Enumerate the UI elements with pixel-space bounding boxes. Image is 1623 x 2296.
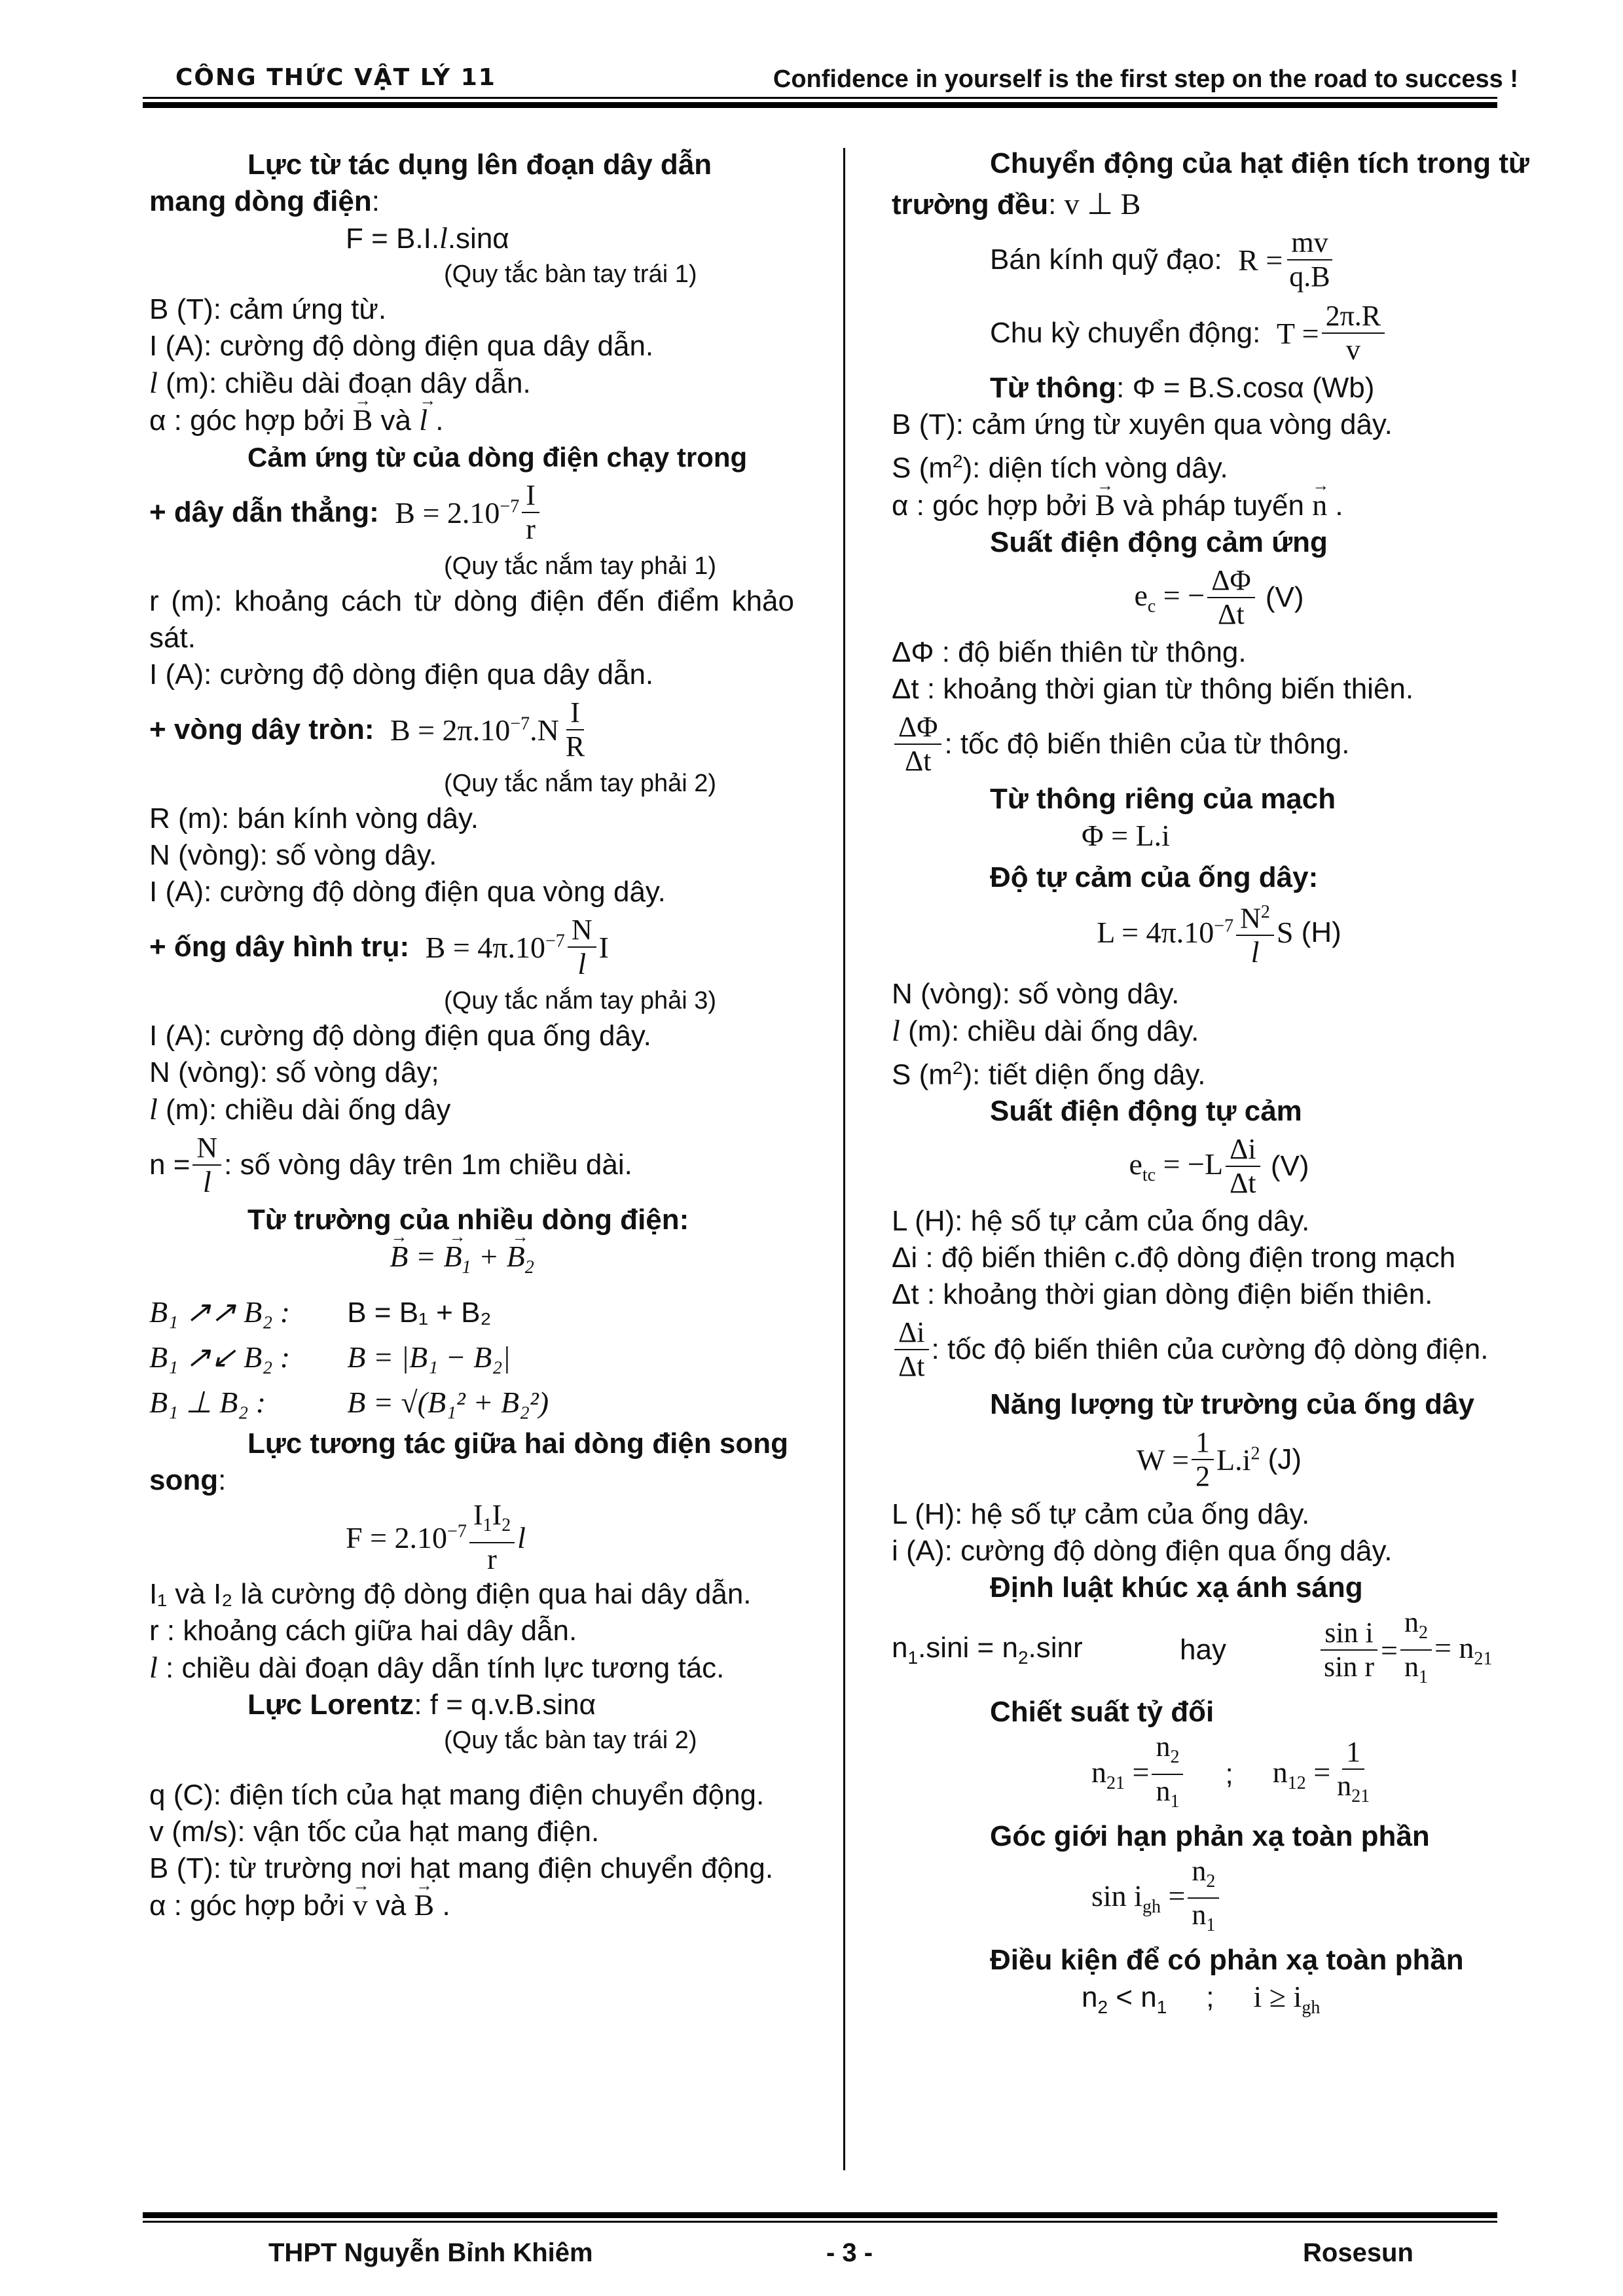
relindex-formula: $n_{21}$ = $\frac{n_2}{n_1}$ ; $n_{12}$ = $\frac{1}{n_{21}}$ — [1091, 1730, 1370, 1812]
period-row: Chu kỳ chuyển động: T = $\frac{2\pi.R}{v}$ — [892, 296, 1546, 370]
selfflux-formula: Φ = L.i — [1082, 818, 1170, 852]
n-row: n = $\frac{N}{l}$ : số vòng dây trên 1m chiều dài. — [149, 1132, 632, 1198]
force-title-2: mang dòng điện: — [149, 185, 380, 217]
multi-title: Từ trường của nhiều dòng điện: — [247, 1204, 689, 1236]
l-def: l (m): chiều dài đoạn dây dẫn. — [149, 366, 531, 399]
header-rule-thick — [143, 102, 1497, 108]
critical-title: Góc giới hạn phản xạ toàn phần — [990, 1820, 1430, 1852]
rate-row: $\frac{\Delta\Phi}{\Delta t}$ : tốc độ biến thiên của từ thông. — [892, 708, 1546, 781]
same-dir-row: B₁ ↗↗ B₂ : B = B₁ + B₂ — [149, 1295, 492, 1329]
alpha-def-2: α : góc hợp bởi → v và → B . — [149, 1887, 794, 1924]
l-def-right: l (m): chiều dài ống dây. — [892, 1013, 1199, 1047]
footer-rule-thin — [143, 2221, 1497, 2223]
dt-def-2: Δt : khoảng thời gian dòng điện biến thiên. — [892, 1278, 1433, 1311]
superposition: → B = → $B_1$ + → $B_2$ — [149, 1238, 794, 1286]
i-def-4: I (A): cường độ dòng điện qua ống dây. — [149, 1020, 651, 1052]
motion-title-2: trường đều: v ⊥ B — [892, 187, 1141, 221]
radius-row: Bán kính quỹ đạo: R = $\frac{mv}{q.B}$ — [892, 223, 1546, 296]
b-def: B (T): cảm ứng từ. — [149, 293, 387, 325]
force-formula: F = B.I.l.sinα — [346, 221, 509, 255]
inductance-title: Độ tự cảm của ống dây: — [990, 861, 1319, 893]
rule-right-hand-3: (Quy tắc nắm tay phải 3) — [444, 987, 717, 1014]
footer-rule-thick — [143, 2212, 1497, 2218]
footer-author: Rosesun — [1303, 2238, 1413, 2267]
r-def: r (m): khoảng cách từ dòng điện đến điểm khảo sát. — [149, 585, 794, 654]
i-def-2: I (A): cường độ dòng điện qua dây dẫn. — [149, 658, 654, 691]
r-def-2: r : khoảng cách giữa hai dây dẫn. — [149, 1614, 577, 1647]
tir-cond: $n_2 < n_1$ ; $i \ge i_{gh}$ — [1082, 1980, 1321, 2018]
force-title-1: Lực từ tác dụng lên đoạn dây dẫn — [247, 149, 712, 181]
alpha-def-right: α : góc hợp bởi → B và pháp tuyến → n . — [892, 487, 1546, 524]
straight-wire-row: + dây dẫn thẳng: $B = 2.10^{-7}$ $\frac{I}{r}$ — [149, 476, 794, 549]
energy-formula: W = $\frac{1}{2}$ $L.i^2$ (J) — [1137, 1426, 1302, 1493]
footer-school: THPT Nguyễn Bỉnh Khiêm — [268, 2238, 593, 2267]
dt-def: Δt : khoảng thời gian từ thông biến thiên. — [892, 672, 1414, 705]
energy-title: Năng lượng từ trường của ống dây — [990, 1388, 1474, 1421]
l-def-3: l : chiều dài đoạn dây dẫn tính lực tương tác. — [149, 1650, 725, 1684]
selfflux-title: Từ thông riêng của mạch — [990, 782, 1336, 815]
i-def-right: i (A): cường độ dòng điện qua ống dây. — [892, 1535, 1393, 1568]
i1i2-def: I₁ và I₂ là cường độ dòng điện qua hai dây dẫn. — [149, 1577, 752, 1610]
opp-dir-row: B₁ ↗↙ B₂ : B = |B₁ − B₂| — [149, 1340, 511, 1374]
irate-row: $\frac{\Delta i}{\Delta t}$ : tốc độ biến thiên của cường độ dòng điện. — [892, 1313, 1546, 1386]
footer-page: - 3 - — [826, 2238, 873, 2267]
N-def: N (vòng): số vòng dây. — [149, 839, 437, 871]
flux-row: Từ thông: Φ = B.S.cosα (Wb) — [990, 372, 1375, 404]
s-def: S $(m^2)$: diện tích vòng dây. — [892, 451, 1228, 484]
solenoid-row: + ống dây hình trụ: $B = 4\pi.10^{-7}$ $\frac{N}{l}$ I — [149, 914, 609, 980]
interaction-formula: $F = 2.10^{-7}$ $\frac{I_1I_2}{r}$ l — [346, 1499, 526, 1575]
lorentz-row: Lực Lorentz: f = q.v.B.sinα — [247, 1688, 596, 1721]
v-def: v (m/s): vận tốc của hạt mang điện. — [149, 1815, 600, 1848]
rule-left-hand-1: (Quy tắc bàn tay trái 1) — [444, 260, 697, 288]
s-def-2: S $(m^2)$: tiết diện ống dây. — [892, 1057, 1206, 1091]
emf-formula: $e_c$ = − $\frac{\Delta\Phi}{\Delta t}$ (V) — [1134, 564, 1304, 630]
rule-right-hand-2: (Quy tắc nắm tay phải 2) — [444, 770, 717, 797]
interaction-title-1: Lực tương tác giữa hai dòng điện song — [247, 1427, 788, 1460]
refraction-title: Định luật khúc xạ ánh sáng — [990, 1571, 1363, 1604]
header-title: CÔNG THỨC VẬT LÝ 11 — [175, 64, 496, 91]
R-def: R (m): bán kính vòng dây. — [149, 802, 479, 834]
selfemf-title: Suất điện động tự cảm — [990, 1095, 1302, 1128]
motion-title-1: Chuyển động của hạt điện tích trong từ — [990, 147, 1529, 179]
header-motto: Confidence in yourself is the first step on the road to success ! — [773, 65, 1518, 93]
b-def-2: B (T): từ trường nơi hạt mang điện chuyển động. — [149, 1852, 774, 1884]
dphi-def: ΔΦ : độ biến thiên từ thông. — [892, 636, 1247, 668]
critical-formula: $\sin i_{gh}$ = $\frac{n_2}{n_1}$ — [892, 1855, 1546, 1943]
q-def: q (C): điện tích của hạt mang điện chuyển động. — [149, 1778, 765, 1811]
N-def-2: N (vòng): số vòng dây; — [149, 1056, 439, 1088]
tir-title: Điều kiện để có phản xạ toàn phần — [990, 1944, 1464, 1977]
header-rule-thin — [143, 97, 1497, 99]
L-def: L (H): hệ số tự cảm của ống dây. — [892, 1205, 1310, 1238]
L-def-2: L (H): hệ số tự cảm của ống dây. — [892, 1498, 1310, 1531]
selfemf-formula: $e_{tc} = -L$ $\frac{\Delta i}{\Delta t}$ (V) — [1129, 1133, 1309, 1200]
rule-left-hand-2: (Quy tắc bàn tay trái 2) — [444, 1726, 697, 1754]
loop-row: + vòng dây tròn: $B = 2\pi.10^{-7}.N$ $\frac{I}{R}$ — [149, 696, 585, 762]
rule-right-hand-1: (Quy tắc nắm tay phải 1) — [444, 552, 717, 580]
b-def-right: B (T): cảm ứng từ xuyên qua vòng dây. — [892, 408, 1393, 440]
perp-row: B₁ ⊥ B₂ : B = √(B₁² + B₂²) — [149, 1386, 549, 1420]
column-separator — [843, 148, 845, 2170]
i-def: I (A): cường độ dòng điện qua dây dẫn. — [149, 330, 654, 362]
relindex-title: Chiết suất tỷ đối — [990, 1695, 1214, 1728]
left-column — [149, 145, 794, 1924]
N-def-right: N (vòng): số vòng dây. — [892, 977, 1180, 1010]
interaction-title-2: song: — [149, 1464, 227, 1497]
snell-row: $n_1.\sin i = n_2.\sin r$ hay $\frac{\text{sin i}}{\text{sin r}}$ = $\frac{n_2}{n_1}$ = $n_{21}$ — [892, 1606, 1493, 1687]
l-def-2: l (m): chiều dài ống dây — [149, 1092, 451, 1126]
i-def-3: I (A): cường độ dòng điện qua vòng dây. — [149, 876, 666, 908]
inductance-formula: $L = 4\pi.10^{-7}$ $\frac{N^2}{l}$ S (H) — [892, 896, 1546, 969]
right-column — [892, 145, 1546, 2026]
alpha-def-1: α : góc hợp bởi → B và → l . — [149, 402, 794, 439]
emf-title: Suất điện động cảm ứng — [990, 526, 1328, 558]
induction-title: Cảm ứng từ của dòng điện chạy trong — [247, 442, 748, 473]
di-def: Δi : độ biến thiên c.độ dòng điện trong mạch — [892, 1242, 1456, 1274]
